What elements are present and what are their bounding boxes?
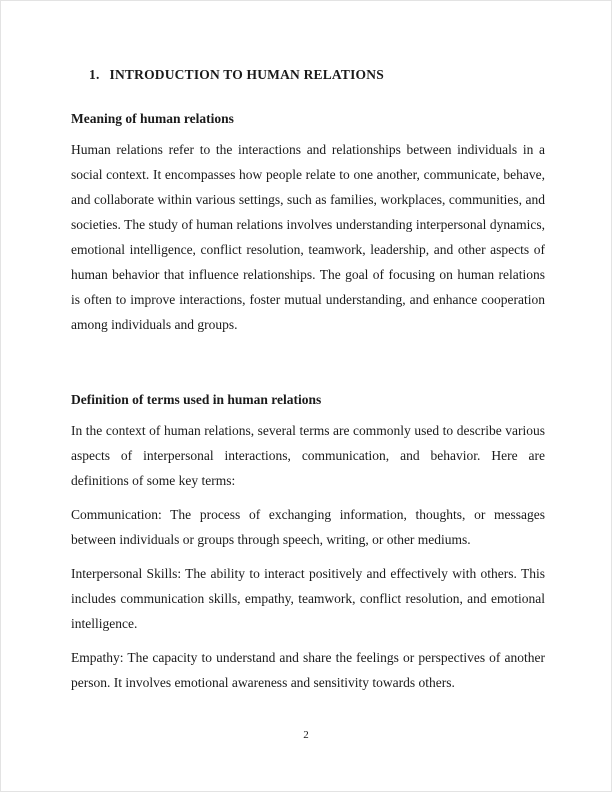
section-title [89,67,545,83]
heading-definition-of-terms: Definition of terms used in human relations [71,392,322,407]
paragraph-interpersonal-skills: Interpersonal Skills: The ability to interact positively and effectively with others. This includes communication skills, empathy, teamwork, conflict resolution, and emotional intelligence. [71,566,545,631]
paragraph-definitions-intro: In the context of human relations, several terms are commonly used to describe various aspects of interpersonal interactions, communication, and behavior. Here are definitions of some key terms: [71,423,545,488]
paragraph-communication: Communication: The process of exchanging information, thoughts, or messages between individuals or groups through speech, writing, or other mediums. [71,507,545,547]
heading-meaning-of-human-relations: Meaning of human relations [71,111,234,126]
page-number: 2 [303,729,309,741]
paragraph-meaning: Human relations refer to the interactions and relationships between individuals in a social context. It encompasses how people relate to one another, communicate, behave, and collaborate within various settings, such as families, workplaces, communities, and societies. The study of human relations involves understanding interpersonal dynamics, emotional intelligence, conflict resolution, teamwork, leadership, and other aspects of human behavior that influence relationships. The goal of focusing on human relations is often to improve interactions, foster mutual understanding, and enhance cooperation among individuals and groups. [71,142,545,332]
paragraph-empathy: Empathy: The capacity to understand and share the feelings or perspectives of another person. It involves emotional awareness and sensitivity towards others. [71,650,545,690]
section-number: 1. [89,67,100,82]
section-title-text: INTRODUCTION TO HUMAN RELATIONS [109,67,384,82]
page-content [71,67,545,704]
